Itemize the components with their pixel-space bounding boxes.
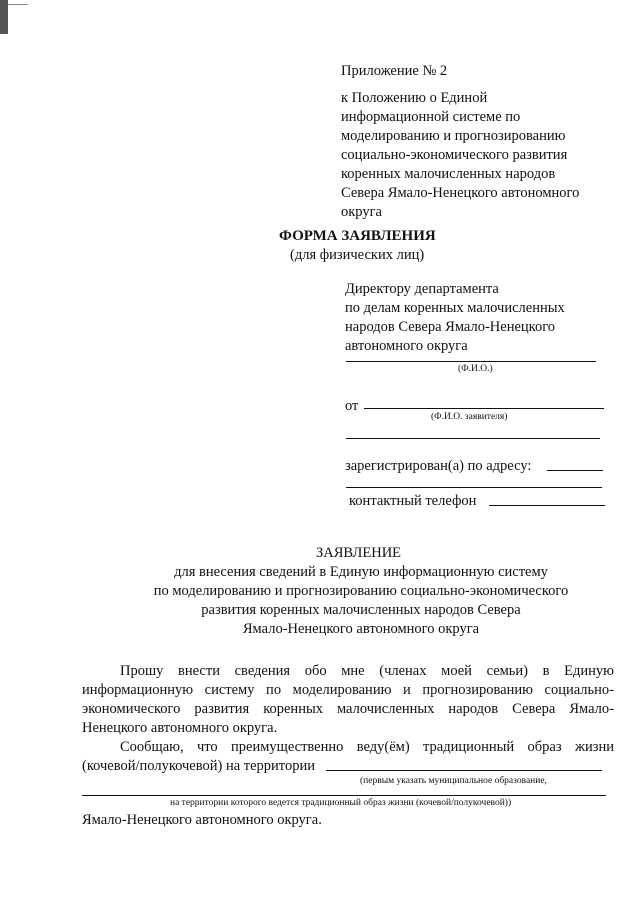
appendix-line-3: моделированию и прогнозированию (341, 128, 566, 144)
address-field-2[interactable] (346, 487, 602, 488)
body-p1-line-4: Ненецкого автономного округа. (82, 720, 278, 736)
director-name-field[interactable] (346, 361, 596, 362)
phone-label: контактный телефон (349, 493, 477, 509)
registered-label: зарегистрирован(а) по адресу: (345, 458, 532, 474)
fio-caption: (Ф.И.О.) (458, 364, 493, 374)
statement-subtitle-1: для внесения сведений в Единую информационную систему (174, 564, 548, 580)
scan-mark (0, 0, 8, 34)
closing-text: Ямало-Ненецкого автономного округа. (82, 812, 322, 828)
applicant-name-field-2[interactable] (346, 438, 600, 439)
appendix-line-4: социально-экономического развития (341, 147, 568, 163)
statement-subtitle-2: по моделированию и прогнозированию социально-экономического (153, 583, 569, 599)
phone-field[interactable] (489, 505, 605, 506)
body-p2-line-1: Сообщаю, что преимущественно веду(ём) традиционный образ жизни (120, 739, 614, 755)
addressee-line-1: Директору департамента (345, 281, 499, 297)
form-subtitle: (для физических лиц) (290, 247, 425, 263)
applicant-caption: (Ф.И.О. заявителя) (431, 412, 508, 422)
addressee-line-4: автономного округа (345, 338, 468, 354)
scan-line (8, 4, 28, 5)
addressee-line-2: по делам коренных малочисленных (345, 300, 565, 316)
statement-subtitle-4: Ямало-Ненецкого автономного округа (242, 621, 480, 637)
body-p1-line-1: Прошу внести сведения обо мне (членах моей семьи) в Единую (120, 663, 614, 679)
territory-caption-2: на территории которого ведется традиционный образ жизни (кочевой/полукочевой)) (170, 798, 512, 808)
addressee-line-3: народов Севера Ямало-Ненецкого (345, 319, 556, 335)
address-field[interactable] (547, 470, 603, 471)
appendix-line-1: к Положению о Единой (341, 90, 488, 106)
appendix-line-5: коренных малочисленных народов (341, 166, 556, 182)
from-label: от (345, 398, 359, 414)
form-title: ФОРМА ЗАЯВЛЕНИЯ (279, 228, 436, 244)
appendix-line-7: округа (341, 204, 382, 220)
appendix-line-2: информационной системе по (341, 109, 521, 125)
statement-subtitle-3: развития коренных малочисленных народов Севера (201, 602, 521, 618)
appendix-title: Приложение № 2 (341, 63, 448, 79)
territory-field-2[interactable] (82, 795, 606, 796)
statement-title: ЗАЯВЛЕНИЕ (316, 545, 402, 561)
appendix-line-6: Севера Ямало-Ненецкого автономного (341, 185, 580, 201)
applicant-name-field[interactable] (364, 408, 604, 409)
territory-field[interactable] (326, 770, 602, 771)
territory-caption: (первым указать муниципальное образование, (360, 776, 547, 786)
body-p1-line-2: информационную систему по моделированию и прогнозированию социально- (82, 682, 614, 698)
body-p1-line-3: экономического развития коренных малочисленных народов Севера Ямало- (82, 701, 614, 717)
body-p2-line-2: (кочевой/полукочевой) на территории (82, 758, 315, 774)
